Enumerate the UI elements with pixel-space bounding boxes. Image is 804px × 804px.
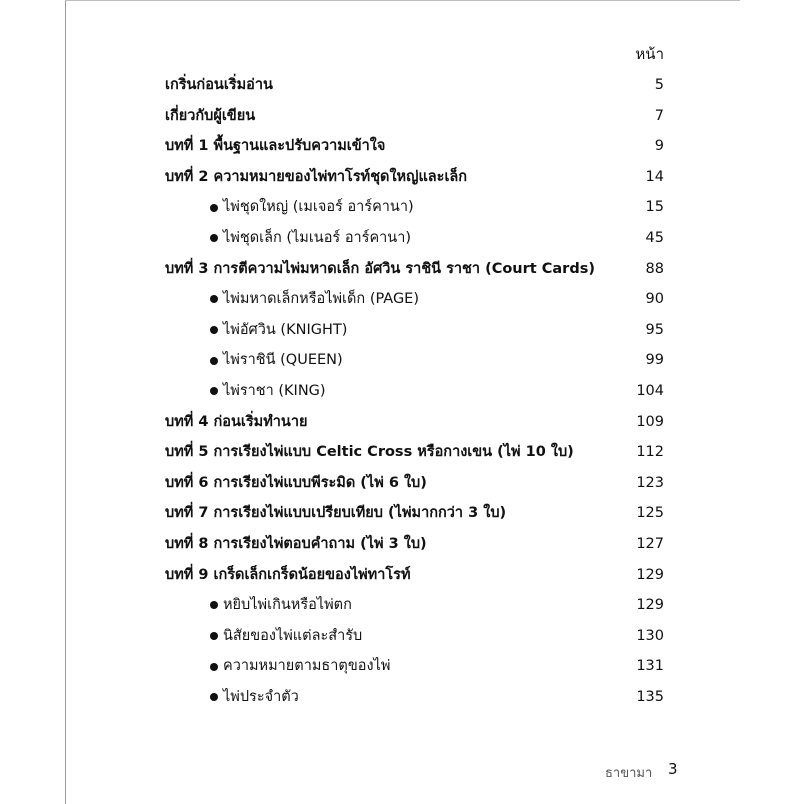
toc-entry-page: 131 xyxy=(636,658,664,675)
bullet-icon xyxy=(210,632,218,640)
footer-page-number: 3 xyxy=(668,760,678,778)
toc-entry-page: 15 xyxy=(645,199,664,216)
toc-entry xyxy=(0,407,804,438)
running-footer-title: ธาขามา xyxy=(605,766,653,781)
toc-subentry xyxy=(0,621,804,652)
bullet-icon xyxy=(210,663,218,671)
toc-subentry xyxy=(0,682,804,713)
toc-entry-page: 7 xyxy=(654,107,664,124)
toc-entry-title: บทที่ 6 การเรียงไพ่แบบพีระมิด (ไพ่ 6 ใบ) xyxy=(165,474,427,491)
toc-entry-title: ไพ่มหาดเล็กหรือไพ่เด็ก (PAGE) xyxy=(223,291,420,308)
toc-entry-title: ไพ่ราชินี (QUEEN) xyxy=(223,352,343,369)
toc-entry-page: 104 xyxy=(636,382,664,399)
toc-entry-page: 125 xyxy=(636,505,664,522)
toc-entry xyxy=(0,498,804,529)
toc-entry-page: 14 xyxy=(645,168,664,185)
toc-entry xyxy=(0,254,804,285)
bullet-icon xyxy=(210,357,218,365)
toc-entry-title: บทที่ 8 การเรียงไพ่ตอบคำถาม (ไพ่ 3 ใบ) xyxy=(165,535,427,552)
bullet-icon xyxy=(210,387,218,395)
bullet-icon xyxy=(210,601,218,609)
toc-entry-title: ไพ่ประจำตัว xyxy=(223,688,299,705)
toc-subentry xyxy=(0,345,804,376)
toc-subentry xyxy=(0,315,804,346)
toc-entry-title: หยิบไพ่เกินหรือไพ่ตก xyxy=(223,597,352,614)
toc-entry-page: 112 xyxy=(636,444,664,461)
toc-entry-page: 9 xyxy=(654,138,664,155)
toc-entry xyxy=(0,437,804,468)
bullet-icon xyxy=(210,204,218,212)
toc-entry-page: 109 xyxy=(636,413,664,430)
toc-subentry xyxy=(0,590,804,621)
bullet-icon xyxy=(210,326,218,334)
toc-subentry xyxy=(0,284,804,315)
toc-entry-title: เกี่ยวกับผู้เขียน xyxy=(165,107,256,124)
page-column-header: หน้า xyxy=(635,45,664,63)
toc-entry-title: บทที่ 5 การเรียงไพ่แบบ Celtic Cross หรือกางเขน (ไพ่ 10 ใบ) xyxy=(165,444,574,461)
page-top-edge xyxy=(65,0,740,1)
toc-entry-page: 88 xyxy=(645,260,664,277)
toc-entry-title: ไพ่ราชา (KING) xyxy=(223,382,326,399)
toc-entry xyxy=(0,131,804,162)
toc-subentry xyxy=(0,651,804,682)
toc-entry-title: ไพ่อัศวิน (KNIGHT) xyxy=(223,321,348,338)
toc-entry-title: ความหมายตามธาตุของไพ่ xyxy=(223,658,391,675)
toc-entry-title: เกริ่นก่อนเริ่มอ่าน xyxy=(165,77,273,93)
bullet-icon xyxy=(210,693,218,701)
toc-entry-title: ไพ่ชุดใหญ่ (เมเจอร์ อาร์คานา) xyxy=(223,199,414,216)
toc-entry-page: 135 xyxy=(636,688,664,705)
toc-entry-page: 129 xyxy=(636,597,664,614)
toc-entry-title: ไพ่ชุดเล็ก (ไมเนอร์ อาร์คานา) xyxy=(223,229,412,246)
toc-entry-title: บทที่ 3 การตีความไพ่มหาดเล็ก อัศวิน ราชินี ราชา (Court Cards) xyxy=(165,260,595,277)
toc-subentry xyxy=(0,223,804,254)
toc-entry xyxy=(0,162,804,193)
toc-entry-page: 45 xyxy=(645,229,664,246)
table-of-contents xyxy=(0,70,804,712)
toc-entry xyxy=(0,529,804,560)
toc-entry xyxy=(0,70,804,101)
toc-subentry xyxy=(0,192,804,223)
toc-entry-page: 130 xyxy=(636,627,664,644)
toc-entry-title: บทที่ 4 ก่อนเริ่มทำนาย xyxy=(165,413,308,430)
toc-subentry xyxy=(0,376,804,407)
toc-entry-page: 95 xyxy=(645,321,664,338)
toc-entry-page: 5 xyxy=(654,77,664,93)
toc-entry xyxy=(0,560,804,591)
toc-entry xyxy=(0,101,804,132)
toc-entry-title: บทที่ 9 เกร็ดเล็กเกร็ดน้อยของไพ่ทาโรท์ xyxy=(165,566,411,583)
toc-entry-page: 123 xyxy=(636,474,664,491)
toc-entry-title: นิสัยของไพ่แต่ละสำรับ xyxy=(223,627,363,644)
toc-entry-page: 90 xyxy=(645,291,664,308)
bullet-icon xyxy=(210,295,218,303)
toc-entry-page: 127 xyxy=(636,535,664,552)
toc-entry xyxy=(0,468,804,499)
toc-entry-title: บทที่ 2 ความหมายของไพ่ทาโรท์ชุดใหญ่และเล็ก xyxy=(165,168,468,185)
toc-entry-page: 129 xyxy=(636,566,664,583)
toc-entry-page: 99 xyxy=(645,352,664,369)
toc-entry-title: บทที่ 7 การเรียงไพ่แบบเปรียบเทียบ (ไพ่มากกว่า 3 ใบ) xyxy=(165,505,507,522)
bullet-icon xyxy=(210,234,218,242)
toc-entry-title: บทที่ 1 พื้นฐานและปรับความเข้าใจ xyxy=(165,138,386,155)
